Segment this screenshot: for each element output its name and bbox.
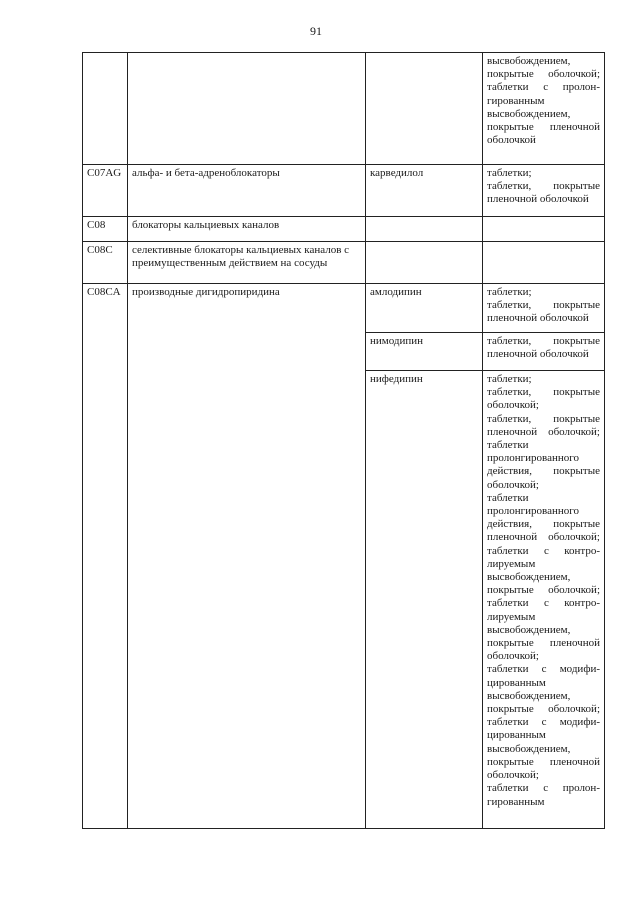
dosage-form-line: таблетки	[487, 439, 529, 452]
table-row	[83, 53, 605, 165]
dosage-form-line: покрытые оболочкой;	[487, 703, 600, 716]
dosage-form-line: таблетки, покрытые	[487, 386, 600, 399]
dosage-form-line: лируемым	[487, 610, 536, 623]
table-row	[83, 165, 605, 217]
dosage-form-line: пленочной оболочкой;	[487, 425, 600, 438]
drug-name-cell	[366, 242, 483, 284]
dosage-form-line: таблетки;	[487, 373, 532, 385]
dosage-form-line: пролонгированного	[487, 505, 579, 518]
table-row	[83, 217, 605, 242]
dosage-form-line: пленочной оболочкой;	[487, 531, 600, 544]
atc-code-cell: C08	[83, 217, 128, 242]
dosage-forms-cell	[483, 53, 605, 165]
atc-code-cell: C07AG	[83, 165, 128, 217]
dosage-forms-cell	[483, 284, 605, 333]
group-name-cell: блокаторы кальциевых каналов	[128, 217, 366, 242]
dosage-form-line: таблетки с модифи-	[487, 716, 600, 729]
dosage-form-line: цированным	[487, 676, 546, 689]
dosage-form-line: таблетки, покрытые	[487, 299, 600, 312]
drug-name-cell: нифедипин	[366, 371, 483, 829]
dosage-forms-cell	[483, 333, 605, 371]
dosage-form-line: лируемым	[487, 557, 536, 570]
dosage-form-line: цированным	[487, 729, 546, 742]
dosage-form-line: оболочкой	[487, 134, 536, 147]
dosage-form-line: таблетки;	[487, 167, 532, 179]
dosage-form-line: таблетки с пролон-	[487, 81, 600, 94]
dosage-form-line: действия, покрытые	[487, 465, 600, 478]
dosage-form-line: покрытые оболочкой;	[487, 68, 600, 81]
dosage-form-line: покрытые оболочкой;	[487, 584, 600, 597]
atc-code-cell: C08C	[83, 242, 128, 284]
drug-name-cell	[366, 217, 483, 242]
dosage-form-line: пленочной оболочкой	[487, 193, 589, 206]
drug-name-cell: карведилол	[366, 165, 483, 217]
dosage-form-line: гированным	[487, 795, 545, 808]
dosage-form-line: оболочкой;	[487, 399, 539, 412]
dosage-form-line: таблетки с пролон-	[487, 782, 600, 795]
dosage-form-line: оболочкой;	[487, 478, 539, 491]
dosage-form-line: покрытые пленочной	[487, 755, 600, 768]
dosage-form-line: действия, покрытые	[487, 518, 600, 531]
group-name-cell: производные дигидропиридина	[128, 284, 366, 829]
dosage-form-line: пленочной оболочкой	[487, 312, 589, 325]
group-name-cell	[128, 53, 366, 165]
dosage-form-line: покрытые пленочной	[487, 121, 600, 134]
atc-code-cell: C08CA	[83, 284, 128, 829]
dosage-form-line: высвобождением,	[487, 571, 571, 584]
drug-name-cell: амлодипин	[366, 284, 483, 333]
dosage-form-line: высвобождением,	[487, 107, 571, 120]
group-name-cell: альфа- и бета-адреноблокаторы	[128, 165, 366, 217]
dosage-form-line: таблетки, покрытые	[487, 335, 600, 347]
dosage-form-line: таблетки;	[487, 286, 532, 298]
dosage-form-line: таблетки, покрытые	[487, 180, 600, 193]
drug-name-cell: нимодипин	[366, 333, 483, 371]
table-row	[83, 284, 605, 333]
dosage-forms-cell	[483, 165, 605, 217]
dosage-form-line: покрытые пленочной	[487, 637, 600, 650]
table-row	[83, 242, 605, 284]
dosage-form-line: оболочкой;	[487, 650, 539, 663]
dosage-form-line: высвобождением,	[487, 623, 571, 636]
dosage-form-line: таблетки, покрытые	[487, 412, 600, 425]
dosage-forms-cell	[483, 217, 605, 242]
dosage-form-line: таблетки с контро-	[487, 597, 600, 610]
atc-code-cell	[83, 53, 128, 165]
group-name-cell: селективные блокаторы кальциевых каналов с преимущественным действием на сосуды	[128, 242, 366, 284]
dosage-form-line: пленочной оболочкой	[487, 348, 589, 361]
dosage-form-line: высвобождением,	[487, 55, 571, 67]
dosage-form-line: высвобождением,	[487, 742, 571, 755]
page-number: 91	[310, 24, 322, 38]
dosage-form-line: таблетки с контро-	[487, 544, 600, 557]
dosage-forms-cell	[483, 371, 605, 829]
dosage-form-line: таблетки	[487, 491, 529, 504]
dosage-form-line: оболочкой;	[487, 769, 539, 782]
dosage-form-line: гированным	[487, 94, 545, 107]
drug-table	[82, 52, 605, 829]
dosage-form-line: пролонгированного	[487, 452, 579, 465]
drug-name-cell	[366, 53, 483, 165]
dosage-form-line: высвобождением,	[487, 689, 571, 702]
dosage-form-line: таблетки с модифи-	[487, 663, 600, 676]
dosage-forms-cell	[483, 242, 605, 284]
